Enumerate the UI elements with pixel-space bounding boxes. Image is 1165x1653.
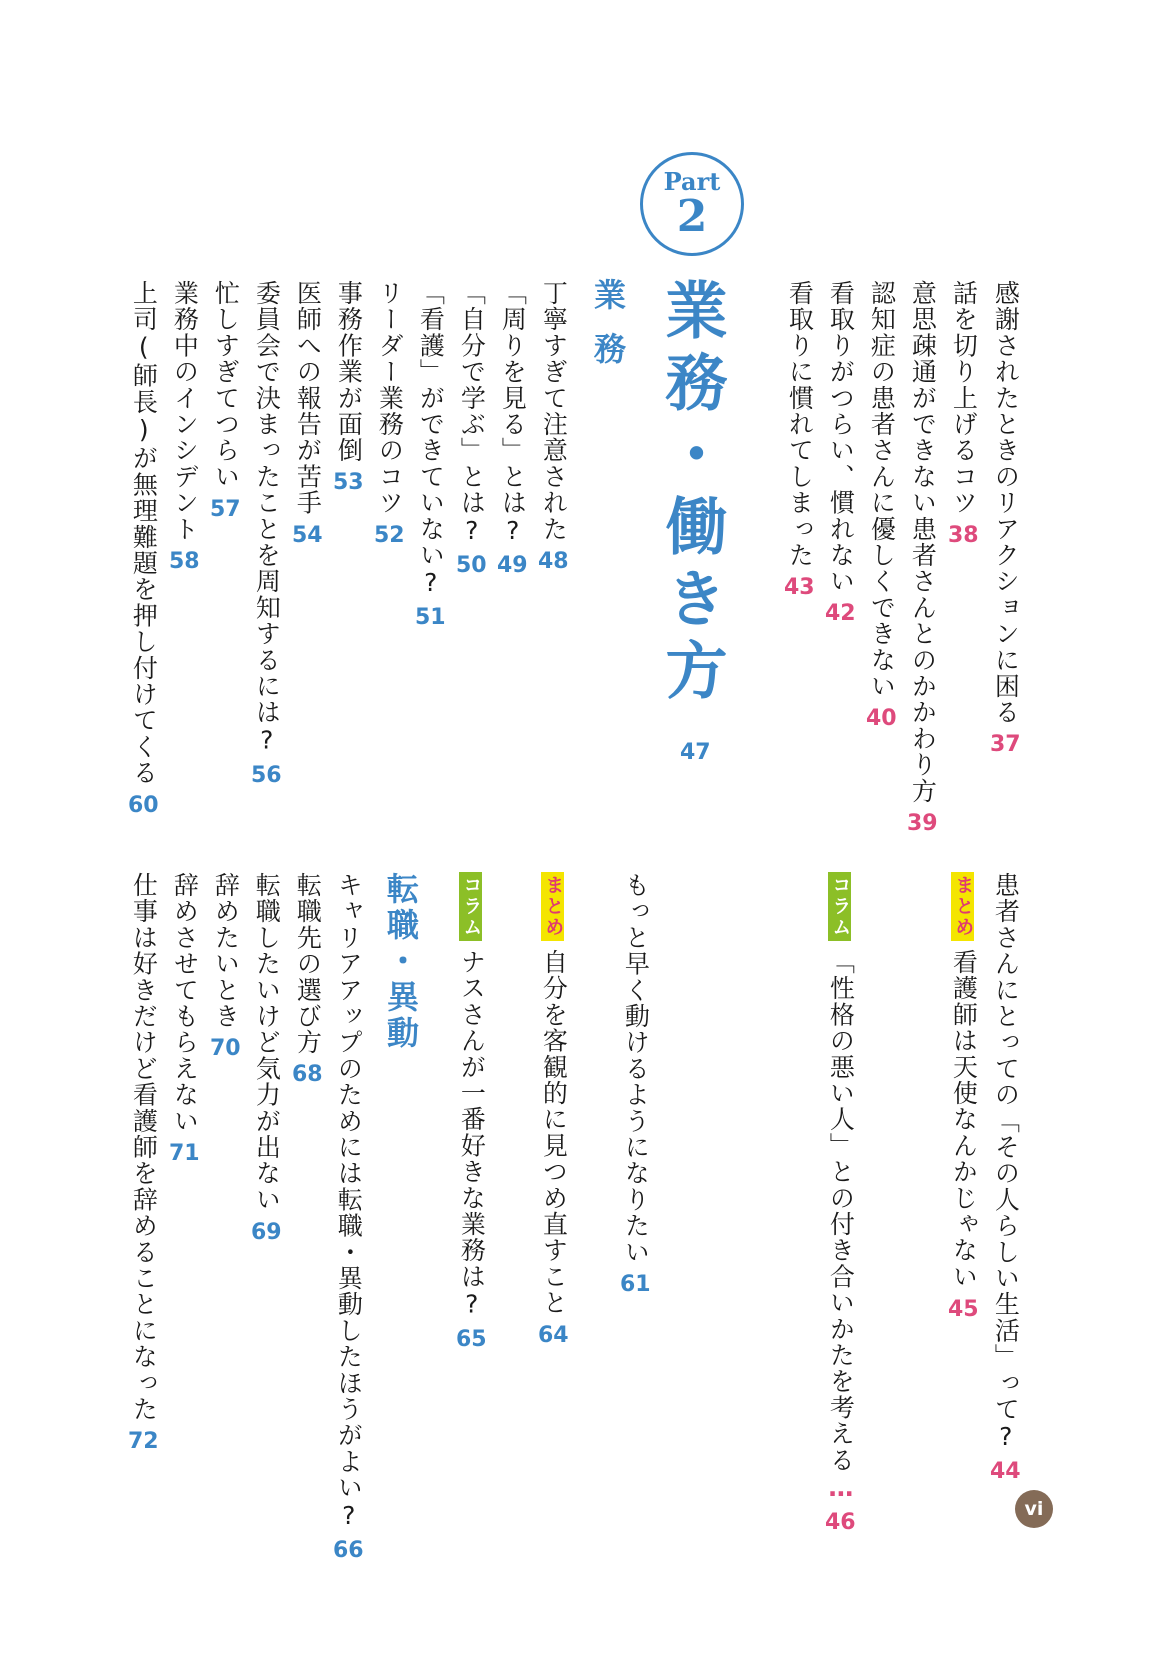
toc-entry[interactable] bbox=[866, 280, 897, 731]
toc-entry[interactable] bbox=[497, 280, 528, 578]
entry-page: 42 bbox=[825, 601, 856, 627]
entry-title: 医師への報告が苦手 bbox=[293, 280, 323, 516]
entry-page: 49 bbox=[497, 553, 528, 578]
toc-entry[interactable] bbox=[128, 280, 159, 818]
toc-entry[interactable] bbox=[825, 872, 856, 1535]
entry-page: 56 bbox=[251, 762, 282, 788]
entry-title: 辞めたいとき bbox=[211, 872, 241, 1030]
entry-title: 忙しすぎてつらい bbox=[211, 280, 241, 490]
toc-entry[interactable] bbox=[210, 872, 241, 1061]
toc-entry[interactable] bbox=[538, 280, 569, 574]
entry-title: 業務中のインシデント bbox=[170, 280, 200, 542]
toc-entry[interactable] bbox=[948, 280, 979, 548]
entry-page: 70 bbox=[210, 1036, 241, 1062]
entry-title: 上司(師長)が無理難題を押し付けてくる bbox=[129, 280, 159, 786]
entry-page: 52 bbox=[374, 522, 405, 548]
entry-page: 39 bbox=[907, 811, 938, 836]
entry-title: 辞めさせてもらえない bbox=[170, 872, 200, 1134]
toc-entry[interactable] bbox=[374, 280, 405, 548]
entry-title: 事務作業が面倒 bbox=[334, 280, 364, 464]
entry-title: キャリアアップのためには転職・異動したほうがよい? bbox=[334, 872, 364, 1531]
toc-entry[interactable] bbox=[251, 280, 282, 788]
toc-entry[interactable] bbox=[825, 280, 856, 627]
entry-page: 50 bbox=[456, 553, 487, 578]
entry-page: 71 bbox=[169, 1141, 200, 1166]
section-heading-career: 転職・異動 bbox=[382, 872, 420, 1052]
entry-title: 看取りに慣れてしまった bbox=[785, 280, 815, 569]
part-label: Part bbox=[663, 167, 721, 196]
entry-title: 意思疎通ができない患者さんとのかかわり方 bbox=[908, 280, 938, 804]
toc-entry[interactable] bbox=[456, 280, 487, 578]
entry-page: 51 bbox=[415, 605, 446, 631]
entry-page: 58 bbox=[169, 549, 200, 574]
matome-badge: まとめ bbox=[541, 872, 564, 941]
entry-page: 45 bbox=[948, 1296, 979, 1322]
entry-page: 53 bbox=[333, 470, 364, 496]
entry-page: 44 bbox=[990, 1459, 1021, 1485]
entry-page: 48 bbox=[538, 549, 569, 574]
entry-leader: … bbox=[826, 1473, 856, 1504]
toc-entry[interactable] bbox=[251, 872, 282, 1245]
entry-title: 感謝されたときのリアクションに困る bbox=[991, 280, 1021, 726]
entry-title: 「周りを見る」とは? bbox=[498, 280, 528, 546]
entry-page: 43 bbox=[784, 575, 815, 601]
entry-page: 46 bbox=[825, 1510, 856, 1536]
part-number-badge bbox=[640, 152, 744, 256]
entry-title: 仕事は好きだけど看護師を辞めることになった bbox=[129, 872, 159, 1423]
part-title[interactable]: 業務・働き方 bbox=[655, 278, 728, 710]
entry-title: ナスさんが一番好きな業務は? bbox=[457, 949, 487, 1320]
entry-title: 看取りがつらい、慣れない bbox=[826, 280, 856, 595]
entry-page: 54 bbox=[292, 522, 323, 548]
toc-entry[interactable] bbox=[128, 872, 159, 1454]
toc-entry[interactable] bbox=[620, 872, 651, 1297]
entry-title: 自分を客観的に見つめ直すこと bbox=[539, 949, 569, 1316]
toc-entry[interactable] bbox=[415, 280, 446, 631]
section-heading-work: 業務 bbox=[589, 278, 627, 386]
matome-badge: まとめ bbox=[951, 872, 974, 941]
entry-title: 患者さんにとっての「その人らしい生活」って? bbox=[991, 872, 1021, 1453]
entry-title: 看護師は天使なんかじゃない bbox=[949, 949, 979, 1290]
toc-entry[interactable] bbox=[333, 872, 364, 1563]
entry-page: 64 bbox=[538, 1322, 569, 1348]
toc-entry[interactable] bbox=[948, 872, 979, 1322]
entry-title: 「性格の悪い人」との付き合いかたを考える bbox=[826, 949, 856, 1473]
part-number: 2 bbox=[676, 191, 708, 242]
toc-entry[interactable] bbox=[907, 280, 938, 836]
entry-page: 69 bbox=[251, 1219, 282, 1245]
toc-entry[interactable] bbox=[169, 872, 200, 1166]
entry-page: 65 bbox=[456, 1326, 487, 1352]
entry-page: 57 bbox=[210, 496, 241, 522]
toc-entry[interactable] bbox=[990, 280, 1021, 758]
toc-entry[interactable] bbox=[990, 872, 1021, 1485]
toc-entry[interactable] bbox=[292, 280, 323, 548]
part-page: 47 bbox=[680, 740, 711, 765]
toc-entry[interactable] bbox=[456, 872, 487, 1352]
toc-entry[interactable] bbox=[210, 280, 241, 522]
entry-page: 61 bbox=[620, 1272, 651, 1297]
entry-page: 38 bbox=[948, 522, 979, 548]
entry-page: 72 bbox=[128, 1429, 159, 1455]
entry-title: 認知症の患者さんに優しくできない bbox=[867, 280, 897, 700]
entry-page: 37 bbox=[990, 732, 1021, 758]
entry-title: 話を切り上げるコツ bbox=[949, 280, 979, 516]
page-number-badge: vi bbox=[1015, 1490, 1053, 1528]
entry-title: 丁寧すぎて注意された bbox=[539, 280, 569, 542]
entry-page: 40 bbox=[866, 706, 897, 732]
entry-page: 68 bbox=[292, 1062, 323, 1088]
column-badge: コラム bbox=[459, 872, 482, 941]
toc-entry[interactable] bbox=[169, 280, 200, 574]
entry-page: 60 bbox=[128, 792, 159, 818]
entry-title: 「自分で学ぶ」とは? bbox=[457, 280, 487, 546]
entry-title: 転職したいけど気力が出ない bbox=[252, 872, 282, 1213]
entry-title: 「看護」ができていない? bbox=[416, 280, 446, 599]
toc-entry[interactable] bbox=[538, 872, 569, 1348]
toc-entry[interactable] bbox=[292, 872, 323, 1088]
column-badge: コラム bbox=[828, 872, 851, 941]
entry-title: 委員会で決まったことを周知するには? bbox=[252, 280, 282, 756]
toc-entry[interactable] bbox=[333, 280, 364, 496]
entry-title: もっと早く動けるようになりたい bbox=[621, 872, 651, 1265]
entry-page: 66 bbox=[333, 1538, 364, 1563]
entry-title: リーダー業務のコツ bbox=[375, 280, 405, 516]
toc-entry[interactable] bbox=[784, 280, 815, 600]
entry-title: 転職先の選び方 bbox=[293, 872, 323, 1056]
